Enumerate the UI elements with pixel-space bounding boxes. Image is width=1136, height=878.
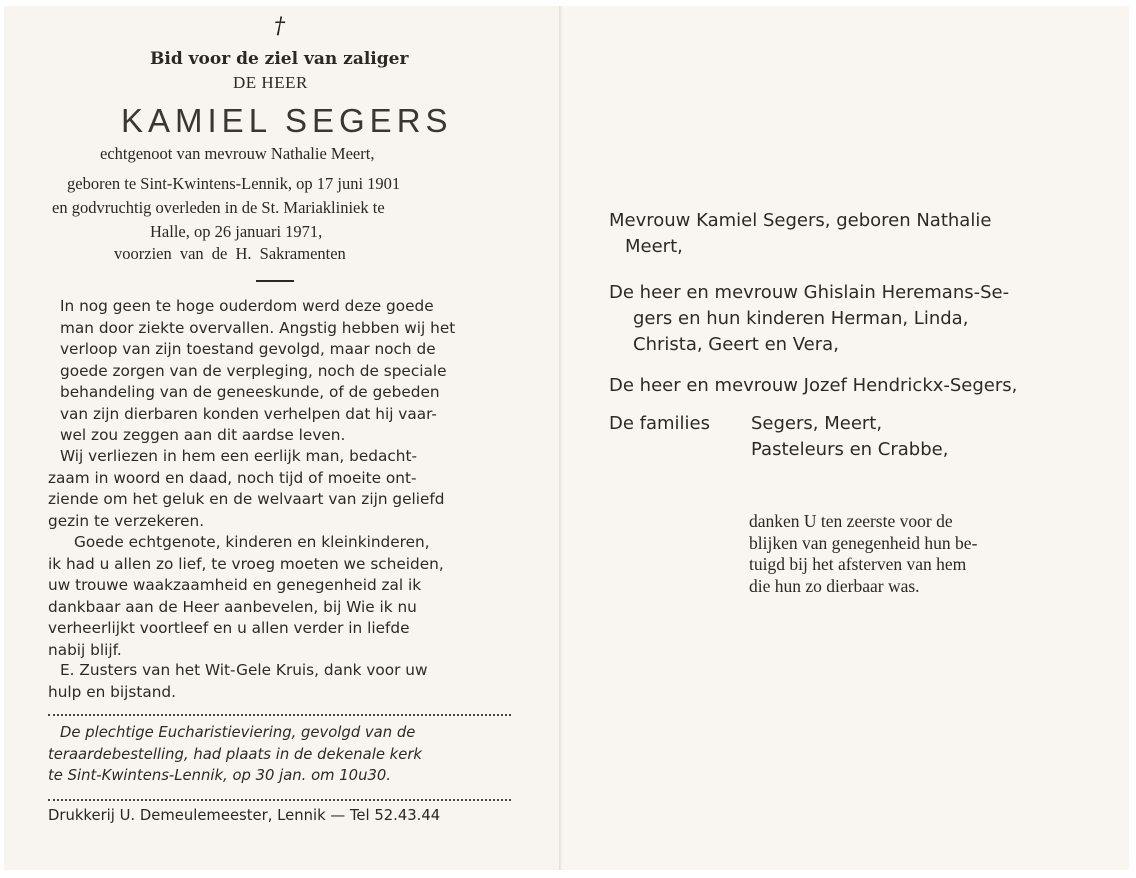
text-line: De heer en mevrouw Jozef Hendrickx-Segers, xyxy=(609,375,1018,396)
families-names xyxy=(751,411,948,463)
paragraph-tribute xyxy=(48,446,515,532)
prayer-intro: Bid voor de ziel van zaliger xyxy=(150,49,409,69)
text-line: zaam in woord en daad, noch tijd of moeite ont- xyxy=(48,468,417,487)
family-heremans xyxy=(609,280,1009,358)
dotted-separator xyxy=(48,799,511,801)
printer-credit: Drukkerij U. Demeulemeester, Lennik — Tel 52.43.44 xyxy=(48,807,441,824)
text-line: Christa, Geert en Vera, xyxy=(633,334,839,355)
text-line: Meert, xyxy=(625,236,683,257)
honorific-title: DE HEER xyxy=(233,73,308,92)
text-line: hulp en bijstand. xyxy=(48,682,176,701)
thanks-message xyxy=(749,511,977,597)
text-line: behandeling van de geneeskunde, of de gebeden xyxy=(60,383,440,401)
families-label: De families xyxy=(609,413,711,434)
dotted-separator xyxy=(48,714,511,716)
ceremony-note xyxy=(48,722,513,787)
divider xyxy=(256,280,294,282)
text-line: Segers, Meert, xyxy=(751,413,883,434)
family-hendrickx xyxy=(609,373,1017,399)
text-line: gers en hun kinderen Herman, Linda, xyxy=(633,308,969,329)
text-line: Pasteleurs en Crabbe, xyxy=(751,439,949,460)
text-line: die hun zo dierbaar was. xyxy=(749,575,920,596)
text-line: ik had u allen zo lief, te vroeg moeten we scheiden, xyxy=(48,554,444,573)
text-line: verloop van zijn toestand gevolgd, maar noch de xyxy=(60,340,436,358)
sacraments-line: voorzien van de H. Sakramenten xyxy=(114,244,346,263)
text-line: In nog geen te hoge ouderdom werd deze goede xyxy=(60,297,434,315)
cross-icon: † xyxy=(274,14,285,39)
text-line: verheerlijkt voortleef en u allen verder in liefde xyxy=(48,619,410,637)
death-line: en godvruchtig overleden in de St. Mariakliniek te xyxy=(52,198,385,217)
birth-line: geboren te Sint-Kwintens-Lennik, op 17 juni 1901 xyxy=(67,174,401,193)
text-line: teraardebestelling, had plaats in de dekenale kerk xyxy=(48,745,422,763)
text-line: De heer en mevrouw Ghislain Heremans-Se- xyxy=(609,282,1010,303)
text-line: wel zou zeggen aan dit aardse leven. xyxy=(60,426,346,444)
text-line: man door ziekte overvallen. Angstig hebben wij het xyxy=(60,318,456,337)
text-line: tuigd bij het afsterven van hem xyxy=(749,554,967,574)
text-line: uw trouwe waakzaamheid en genegenheid zal ik xyxy=(48,576,422,594)
text-line: danken U ten zeerste voor de xyxy=(749,511,953,531)
text-line: Mevrouw Kamiel Segers, geboren Nathalie xyxy=(609,210,992,231)
text-line: te Sint-Kwintens-Lennik, op 30 jan. om 10u30. xyxy=(48,767,392,784)
text-line: Goede echtgenote, kinderen en kleinkinderen, xyxy=(74,533,430,551)
text-line: De plechtige Eucharistieviering, gevolgd van de xyxy=(60,724,416,741)
paragraph-thanks-nurses xyxy=(48,660,515,703)
text-line: gezin te verzekeren. xyxy=(48,511,205,530)
paragraph-illness xyxy=(60,296,515,447)
text-line: ziende om het geluk en de welvaart van zijn geliefd xyxy=(48,490,445,508)
text-line: E. Zusters van het Wit-Gele Kruis, dank voor uw xyxy=(60,661,428,679)
text-line: blijken van genegenheid hun be- xyxy=(749,532,978,553)
spouse-line: echtgenoot van mevrouw Nathalie Meert, xyxy=(100,144,375,163)
paragraph-farewell xyxy=(48,532,515,661)
death-date-line: Halle, op 26 januari 1971, xyxy=(150,222,323,241)
text-line: Wij verliezen in hem een eerlijk man, bedacht- xyxy=(60,447,417,465)
text-line: goede zorgen van de verpleging, noch de speciale xyxy=(60,361,447,380)
text-line: van zijn dierbaren konden verhelpen dat hij vaar- xyxy=(60,404,437,423)
text-line: nabij blijf. xyxy=(48,640,122,659)
text-line: dankbaar aan de Heer aanbevelen, bij Wie ik nu xyxy=(48,597,417,616)
deceased-name: KAMIEL SEGERS xyxy=(121,102,453,139)
family-widow xyxy=(609,208,991,260)
